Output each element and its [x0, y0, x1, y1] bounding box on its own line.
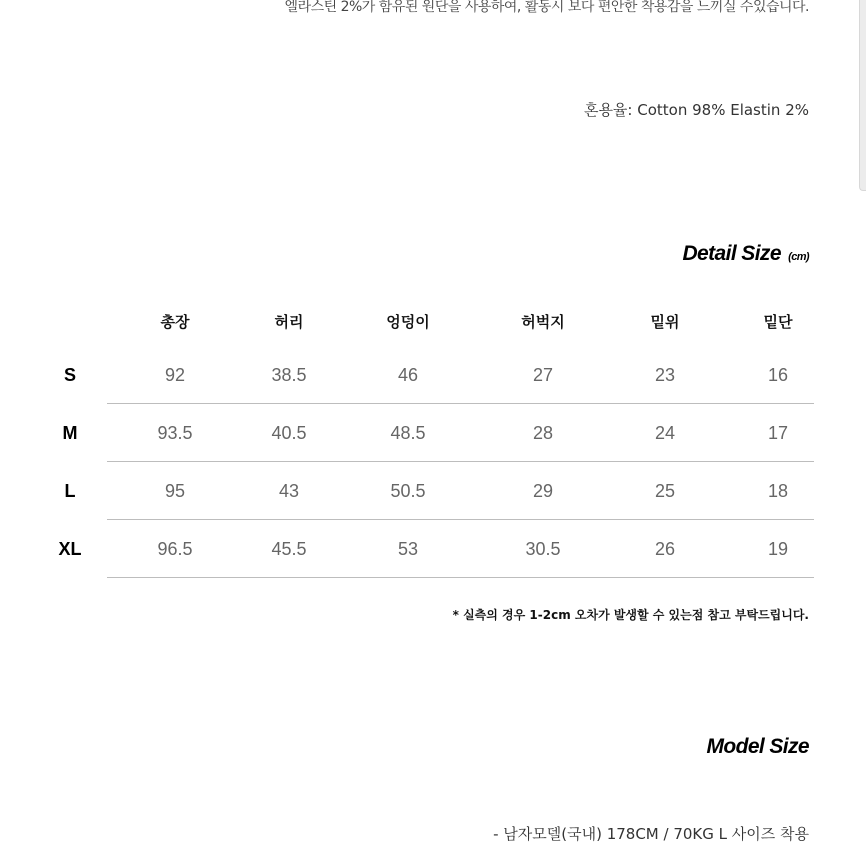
table-row [40, 346, 814, 404]
table-cell: 25 [654, 480, 676, 501]
table-cell: 27 [532, 364, 554, 385]
table-cell: 23 [654, 364, 676, 385]
table-cell: 45.5 [271, 538, 307, 559]
detail-size-title [682, 242, 809, 266]
table-cell: 96.5 [157, 538, 193, 559]
header-total-length: 총장 [160, 312, 190, 331]
header-thigh: 허벅지 [521, 312, 565, 331]
table-cell: 18 [767, 480, 789, 501]
fabric-composition: 혼용율: Cotton 98% Elastin 2% [583, 101, 809, 119]
table-cell: 30.5 [525, 538, 561, 559]
table-cell: 95 [164, 480, 186, 501]
table-cell: 38.5 [271, 364, 307, 385]
product-description: 엘라스틴 2%가 함유된 원단을 사용하여, 활동시 보다 편안한 착용감을 느끼실 수있습니다. [284, 0, 809, 15]
row-divider [107, 577, 814, 578]
model-size-title: Model Size [706, 735, 809, 758]
size-label: L [64, 480, 76, 501]
header-hip: 엉덩이 [386, 312, 430, 331]
table-cell: 92 [164, 364, 186, 385]
table-row [40, 462, 814, 520]
table-cell: 26 [654, 538, 676, 559]
table-row [40, 404, 814, 462]
table-cell: 53 [397, 538, 419, 559]
table-cell: 50.5 [390, 480, 426, 501]
detail-size-title-text: Detail Size [682, 242, 781, 265]
table-cell: 93.5 [157, 422, 193, 443]
size-label: M [62, 422, 78, 443]
measurement-note: * 실측의 경우 1-2cm 오차가 발생할 수 있는점 참고 부탁드립니다. [452, 608, 809, 622]
table-cell: 17 [767, 422, 789, 443]
table-cell: 19 [767, 538, 789, 559]
table-cell: 29 [532, 480, 554, 501]
header-rise: 밑위 [650, 312, 680, 331]
scrollbar[interactable] [859, 0, 866, 191]
table-cell: 40.5 [271, 422, 307, 443]
size-label: XL [58, 538, 82, 559]
table-row [40, 520, 814, 578]
detail-size-unit: (cm) [788, 251, 809, 263]
header-waist: 허리 [274, 312, 304, 331]
size-label: S [63, 364, 76, 385]
table-cell: 43 [278, 480, 300, 501]
table-cell: 28 [532, 422, 554, 443]
size-table [40, 296, 814, 578]
table-cell: 24 [654, 422, 676, 443]
table-cell: 16 [767, 364, 789, 385]
header-hem: 밑단 [763, 312, 793, 331]
table-cell: 46 [397, 364, 419, 385]
table-cell: 48.5 [390, 422, 426, 443]
size-table-header [40, 296, 814, 346]
model-size-info: - 남자모델(국내) 178CM / 70KG L 사이즈 착용 [493, 825, 809, 843]
